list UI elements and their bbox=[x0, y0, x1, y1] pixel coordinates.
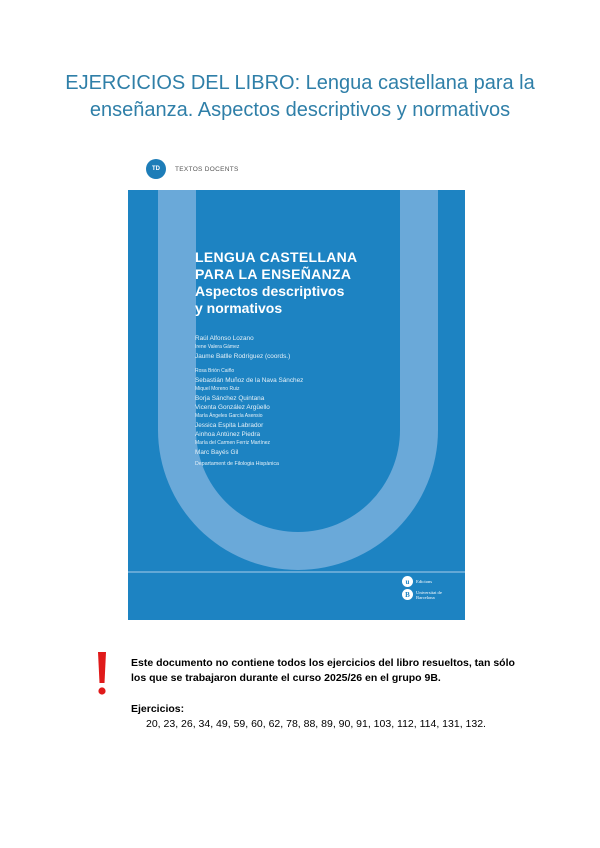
cover-subtitle-line: y normativos bbox=[195, 300, 283, 316]
ub-logo-icon: B bbox=[402, 589, 413, 600]
series-header bbox=[146, 158, 239, 180]
author-list bbox=[195, 334, 303, 457]
publisher-logo bbox=[402, 576, 460, 600]
notice-text: Este documento no contiene todos los ejercicios del libro resueltos, tan sólo los que se trabajaron durante el curso 2025/26 en el grupo 9B. bbox=[131, 657, 515, 684]
author: María Ángeles García Asensio bbox=[195, 413, 263, 419]
author: Jessica Espita Labrador bbox=[195, 422, 264, 429]
cover-title-line: LENGUA CASTELLANA bbox=[195, 249, 358, 265]
author: Sebastián Muñoz de la Nava Sánchez bbox=[195, 377, 304, 384]
cover-subtitle bbox=[195, 283, 344, 317]
exclamation-icon bbox=[96, 652, 108, 696]
edicions-logo-icon: u bbox=[402, 576, 413, 587]
department: Departament de Filologia Hispànica bbox=[195, 461, 279, 467]
publisher-edicions: Edicions bbox=[416, 579, 433, 584]
author: Marc Bayés Gil bbox=[195, 449, 239, 456]
author: María del Carmen Ferriz Martínez bbox=[195, 440, 271, 446]
author: Borja Sánchez Quintana bbox=[195, 395, 265, 402]
author: Rosa Brión Caiño bbox=[195, 368, 235, 374]
coord-author: Jaume Batlle Rodríguez (coords.) bbox=[195, 353, 291, 360]
exercises-list: 20, 23, 26, 34, 49, 59, 60, 62, 78, 88, 89, 90, 91, 103, 112, 114, 131, 132. bbox=[146, 718, 486, 730]
publisher-university: Universitat de Barcelona bbox=[416, 589, 442, 600]
coord-author: Irene Valera Gámez bbox=[195, 344, 240, 350]
cover-title-line: PARA LA ENSEÑANZA bbox=[195, 266, 352, 282]
author: Ainhoa Antúnez Piedra bbox=[195, 431, 261, 438]
author: Vicenta González Argüello bbox=[195, 404, 270, 411]
series-name: TEXTOS DOCENTS bbox=[175, 165, 239, 173]
author: Miquel Moreno Ruiz bbox=[195, 386, 240, 392]
coord-author: Raúl Alfonso Lozano bbox=[195, 335, 254, 342]
cover-subtitle-line: Aspectos descriptivos bbox=[195, 283, 345, 299]
page-title: EJERCICIOS DEL LIBRO: Lengua castellana para la enseñanza. Aspectos descriptivos y normativos bbox=[65, 72, 535, 121]
exercises-heading: Ejercicios: bbox=[131, 703, 185, 715]
series-badge: TD bbox=[146, 159, 166, 179]
book-cover bbox=[128, 190, 465, 620]
cover-title bbox=[195, 249, 357, 283]
